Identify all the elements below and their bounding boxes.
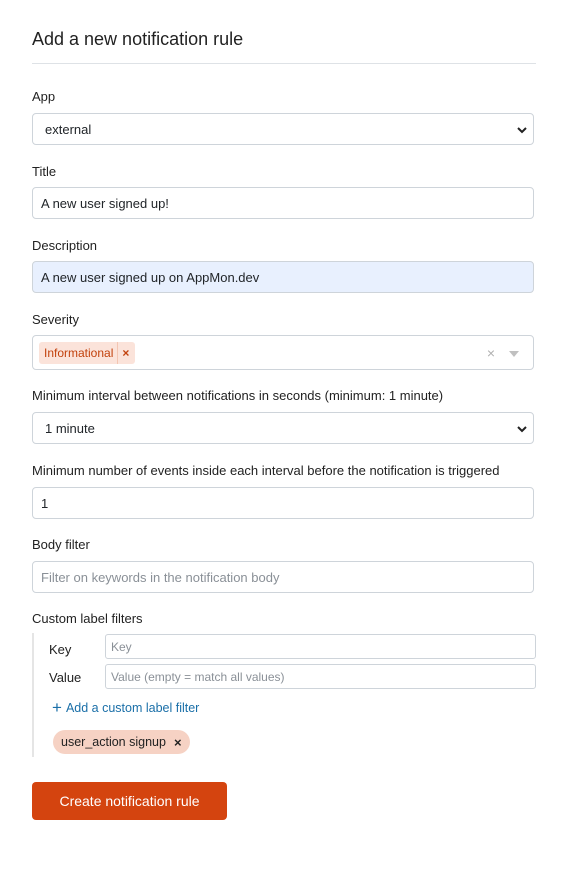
custom-label-filters-label: Custom label filters [32, 611, 143, 626]
title-label: Title [32, 164, 57, 179]
chevron-down-icon [515, 422, 529, 436]
description-input-value: A new user signed up on AppMon.dev [41, 269, 260, 285]
custom-filter-pill-label: user_action signup [61, 735, 166, 749]
custom-filters-border [32, 633, 34, 757]
title-input-value: A new user signed up! [41, 195, 169, 211]
min-events-input-value: 1 [41, 495, 49, 511]
create-notification-rule-button[interactable]: Create notification rule [32, 782, 227, 820]
body-filter-placeholder: Filter on keywords in the notification body [41, 569, 280, 585]
add-custom-label-text: Add a custom label filter [65, 700, 200, 715]
description-input[interactable] [32, 261, 534, 293]
key-label: Key [49, 642, 72, 657]
key-input[interactable] [105, 634, 536, 659]
severity-tag-label: Informational [44, 345, 114, 360]
interval-select[interactable] [32, 412, 534, 444]
clear-icon[interactable]: × [486, 345, 495, 361]
min-events-input[interactable] [32, 487, 534, 519]
interval-select-value: 1 minute [45, 420, 95, 436]
severity-multiselect[interactable] [32, 335, 534, 370]
severity-tag [39, 342, 135, 364]
description-label: Description [32, 238, 98, 253]
app-label: App [32, 89, 56, 104]
add-custom-label-link[interactable] [52, 699, 199, 716]
min-events-label: Minimum number of events inside each interval before the notification is triggered [32, 463, 500, 478]
pill-remove-icon[interactable]: × [173, 734, 182, 750]
plus-icon: + [52, 698, 62, 717]
custom-filter-pill [53, 730, 190, 754]
dropdown-arrow-icon[interactable] [509, 351, 519, 357]
chevron-down-icon [515, 123, 529, 137]
app-select[interactable] [32, 113, 534, 145]
value-label: Value [49, 670, 82, 685]
page-title: Add a new notification rule [32, 29, 244, 49]
app-select-value: external [45, 121, 92, 137]
value-input-placeholder: Value (empty = match all values) [111, 669, 285, 684]
title-input[interactable] [32, 187, 534, 219]
title-divider [32, 63, 536, 64]
value-input[interactable] [105, 664, 536, 689]
interval-label: Minimum interval between notifications in seconds (minimum: 1 minute) [32, 388, 444, 403]
severity-label: Severity [32, 312, 79, 327]
body-filter-label: Body filter [32, 537, 90, 552]
body-filter-input[interactable] [32, 561, 534, 593]
tag-remove-icon[interactable]: × [117, 342, 135, 364]
key-input-placeholder: Key [111, 639, 132, 654]
